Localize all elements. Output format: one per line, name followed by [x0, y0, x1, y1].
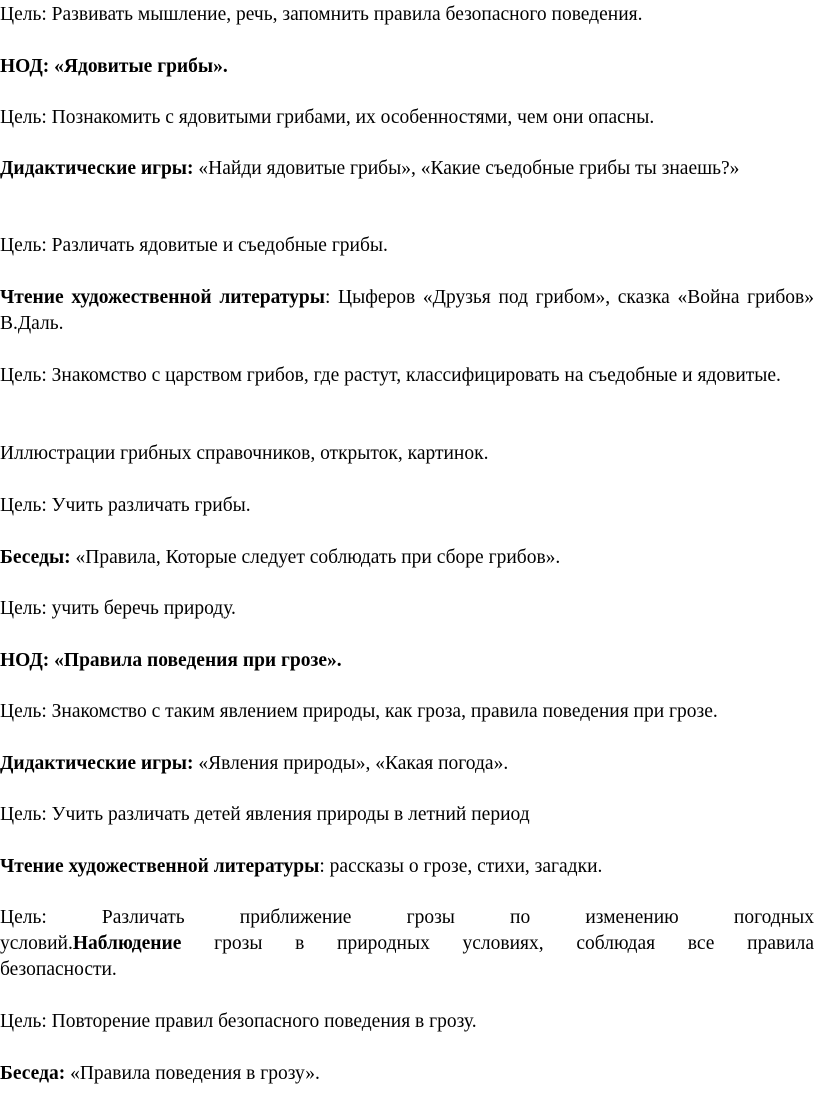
paragraph-conversations	[0, 545, 814, 571]
paragraph-text: Цель: Различать приближение грозы по изменению погодных	[0, 907, 814, 928]
paragraph-reading-literature-2	[0, 854, 814, 880]
paragraph-goal-10	[0, 1009, 814, 1035]
paragraph-text: «Правила поведения в грозу».	[65, 1063, 320, 1084]
label-conversation: Беседа:	[0, 1063, 66, 1084]
label-didactic-games: Дидактические игры:	[0, 158, 194, 179]
paragraph-text: Цель: Познакомить с ядовитыми грибами, их особенностями, чем они опасны.	[0, 107, 655, 128]
paragraph-text: «Найди ядовитые грибы», «Какие съедобные грибы ты знаешь?»	[193, 158, 740, 179]
paragraph-text: Цель: Повторение правил безопасного поведения в грозу.	[0, 1011, 477, 1032]
paragraph-goal-8	[0, 802, 814, 828]
label-reading-literature: Чтение художественной литературы	[0, 287, 325, 308]
label-observation: Наблюдение	[72, 933, 182, 954]
paragraph-text: Цель: Знакомство с таким явлением природы, как гроза, правила поведения при грозе.	[0, 701, 718, 722]
heading-nod-poisonous-mushrooms	[0, 54, 814, 80]
heading-nod-thunderstorm	[0, 648, 814, 674]
heading-text: НОД: «Ядовитые грибы».	[0, 56, 228, 77]
paragraph-text: Цель: Учить различать детей явления природы в летний период	[0, 804, 530, 825]
paragraph-text: безопасности.	[0, 959, 117, 980]
heading-text: НОД: «Правила поведения при грозе».	[0, 650, 342, 671]
paragraph-text: условий.	[0, 933, 73, 954]
paragraph-text: Цель: Знакомство с царством грибов, где растут, классифицировать на съедобные и ядовитые.	[0, 365, 781, 386]
label-conversations: Беседы:	[0, 547, 71, 568]
paragraph-text: «Явления природы», «Какая погода».	[193, 753, 509, 774]
paragraph-text: Цель: Развивать мышление, речь, запомнить правила безопасного поведения.	[0, 4, 643, 25]
paragraph-line	[0, 905, 814, 931]
paragraph-goal-3	[0, 233, 814, 259]
paragraph-goal-7	[0, 699, 814, 725]
paragraph-didactic-games-1	[0, 156, 814, 182]
paragraph-goal-2	[0, 105, 814, 131]
paragraph-text: Цель: учить беречь природу.	[0, 598, 236, 619]
paragraph-goal-5	[0, 493, 814, 519]
paragraph-text: Цель: Учить различать грибы.	[0, 495, 251, 516]
paragraph-goal-4	[0, 363, 814, 389]
paragraph-goal-1	[0, 2, 814, 28]
paragraph-text: : рассказы о грозе, стихи, загадки.	[319, 856, 603, 877]
paragraph-goal-9	[0, 905, 814, 983]
paragraph-illustrations	[0, 441, 814, 467]
paragraph-didactic-games-2	[0, 751, 814, 777]
label-didactic-games: Дидактические игры:	[0, 753, 194, 774]
label-reading-literature: Чтение художественной литературы	[0, 856, 320, 877]
paragraph-line	[0, 957, 814, 983]
paragraph-text: грозы в природных условиях, соблюдая все правила	[181, 933, 814, 954]
paragraph-text: «Правила, Которые следует соблюдать при сборе грибов».	[70, 547, 561, 568]
paragraph-text: : Цыферов «Друзья под грибом», сказка «Война грибов» В.Даль.	[0, 287, 814, 334]
paragraph-reading-literature-1	[0, 285, 814, 337]
paragraph-line	[0, 931, 814, 957]
paragraph-goal-6	[0, 596, 814, 622]
paragraph-text: Иллюстрации грибных справочников, открыток, картинок.	[0, 443, 489, 464]
paragraph-conversation-thunderstorm	[0, 1061, 814, 1087]
paragraph-text: Цель: Различать ядовитые и съедобные грибы.	[0, 235, 388, 256]
